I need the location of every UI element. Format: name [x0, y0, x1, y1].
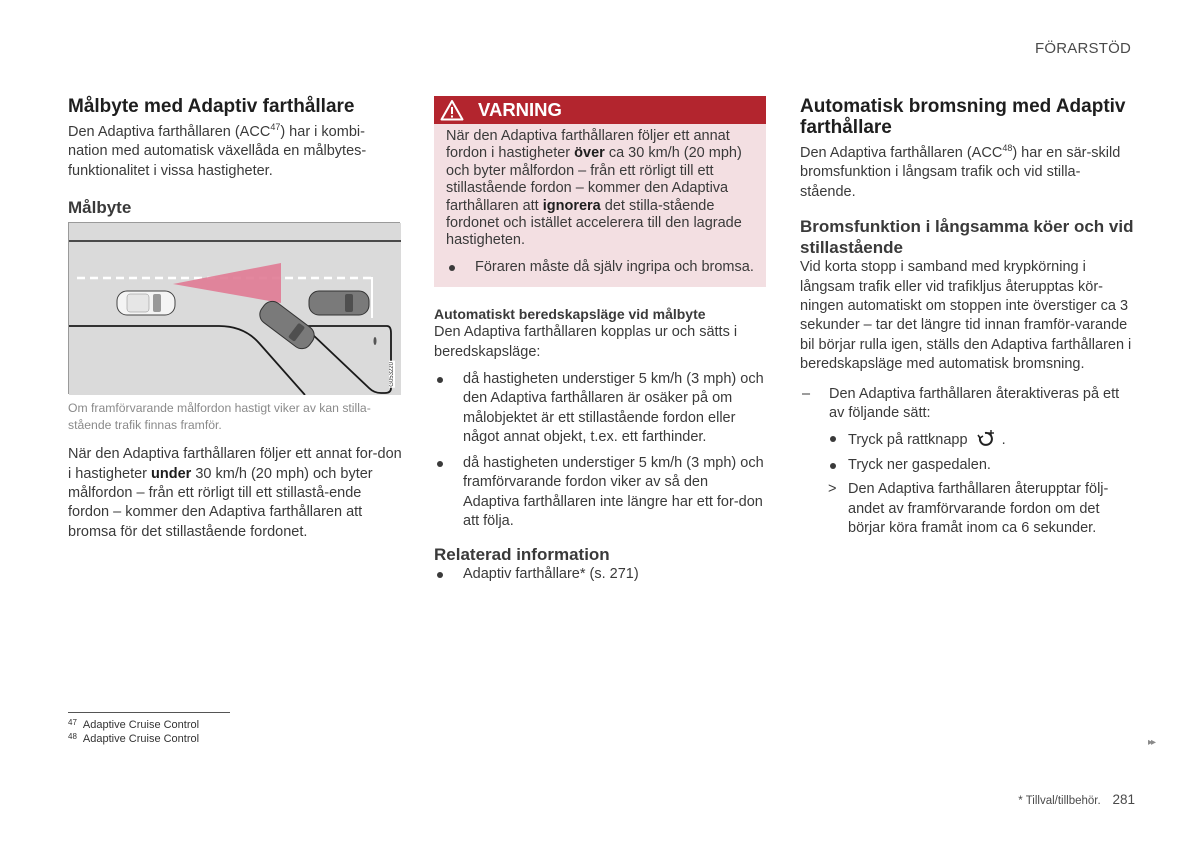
standby-intro: Den Adaptiva farthållaren kopplas ur och sätts i beredskapsläge: — [434, 324, 738, 360]
option-resume-button: Tryck på rattknapp . — [828, 429, 1135, 450]
step-marker: – — [802, 385, 811, 402]
heading-related: Relaterad information — [434, 545, 610, 565]
brake-body: Vid korta stopp i samband med krypkörning i långsam trafik eller vid trafikljus återupptas kör-ningen automatiskt om stoppen inte överstiger ca 3 sekunder – tar det längre tid innan framför-varande bil börjar rulla igen, ställs den Adaptiva farthållaren i beredskapsläge med automatisk bromsning. — [800, 259, 1132, 373]
warning-body — [434, 124, 766, 287]
warning-box — [434, 96, 766, 287]
warning-header — [434, 96, 766, 124]
standby-item: då hastigheten understiger 5 km/h (3 mph) och den Adaptiva farthållaren är osäker på om målobjektet är ett stillastående fordon eller något annat objekt, t.ex. ett farthinder. — [434, 370, 766, 448]
intro-paragraph: Den Adaptiva farthållaren (ACC$^{47}$) har i kombi-nation med automatisk växellåda en målbytes-funktionalitet i vissa hastigheter. — [68, 122, 367, 179]
page-number: 281 — [1112, 792, 1135, 807]
warning-label: VARNING — [478, 99, 562, 120]
stationary-car — [309, 291, 369, 315]
heading-auto-braking: Automatisk bromsning med Adaptiv farthållare — [800, 96, 1126, 138]
subheading-brake-function: Bromsfunktion i långsamma köer och vid stillastående — [800, 217, 1134, 258]
lane-change-diagram — [68, 222, 400, 394]
option-gas-pedal: Tryck ner gaspedalen. — [828, 456, 1135, 475]
related-list — [434, 565, 766, 584]
column-target-change — [68, 96, 402, 542]
accessory-note: * Tillval/tillbehör. — [1018, 795, 1101, 807]
reactivation-options — [800, 429, 1135, 538]
reactivation-step — [800, 385, 1135, 424]
warning-list — [446, 258, 756, 277]
column-auto-braking — [800, 96, 1135, 539]
figure-id: G053220 — [389, 361, 395, 387]
lane-change-diagram-icon — [69, 223, 401, 395]
footnote-ref-48[interactable]: 48 — [1002, 143, 1013, 154]
column-warning — [434, 96, 766, 585]
result-item: > Den Adaptiva farthållaren återupptar följ-andet av framförvarande fordon om det börjar köra framåt inom ca 6 sekunder. — [828, 481, 1109, 537]
standby-item: då hastigheten understiger 5 km/h (3 mph) och framförvarande fordon viker av så den Adaptiva farthållaren inte längre har ett for-don att följa. — [434, 454, 766, 532]
own-car — [117, 291, 175, 315]
footnote-47: $^{47}$ Adaptive Cruise Control — [68, 718, 200, 731]
intro-paragraph: Den Adaptiva farthållaren (ACC$^{48}$) har en sär-skild bromsfunktion i långsam trafik och vid stilla-stående. — [800, 143, 1121, 200]
footnote-48: $^{48}$ Adaptive Cruise Control — [68, 732, 200, 745]
related-link[interactable]: Adaptiv farthållare* (s. 271) — [434, 565, 766, 584]
warning-text: När den Adaptiva farthållaren följer ett annat fordon i hastigheter över ca 30 km/h (20 mph) och byter målfordon – från ett rörligt till ett stillastående fordon – kommer den Adaptiva farthållaren att ignorera det stilla-stående fordonet och istället accelerera till den lagrade hastigheten. — [446, 128, 742, 249]
heading-standby: Automatiskt beredskapsläge vid målbyte — [434, 306, 706, 323]
resume-plus-icon — [976, 429, 998, 447]
section-label: FÖRARSTÖD — [1035, 40, 1131, 57]
heading-target-change: Målbyte med Adaptiv farthållare — [68, 96, 355, 117]
step-text: Den Adaptiva farthållaren återaktiveras på ett av följande sätt: — [829, 385, 1120, 422]
page-footer — [1018, 792, 1135, 807]
result-marker: > — [828, 481, 837, 498]
footnotes — [68, 712, 230, 746]
standby-list — [434, 370, 766, 531]
body-paragraph: När den Adaptiva farthållaren följer ett annat for-don i hastigheter under 30 km/h (20 mph) och byter målfordon – från ett rörligt till ett stillastå-ende fordon – kommer den Adaptiva farthållaren att bromsa för det stillastående fordonet. — [68, 446, 402, 540]
figure-caption: Om framförvarande målfordon hastigt viker av kan stilla-stående trafik finnas framför. — [68, 401, 371, 432]
subheading-malbyte: Målbyte — [68, 198, 132, 218]
warning-bullet: Föraren måste då själv ingripa och bromsa. — [446, 258, 756, 277]
continue-arrow-icon[interactable]: ▸▸ — [1148, 737, 1155, 748]
footnote-ref-47[interactable]: 47 — [270, 122, 281, 133]
warning-triangle-icon — [440, 99, 464, 121]
